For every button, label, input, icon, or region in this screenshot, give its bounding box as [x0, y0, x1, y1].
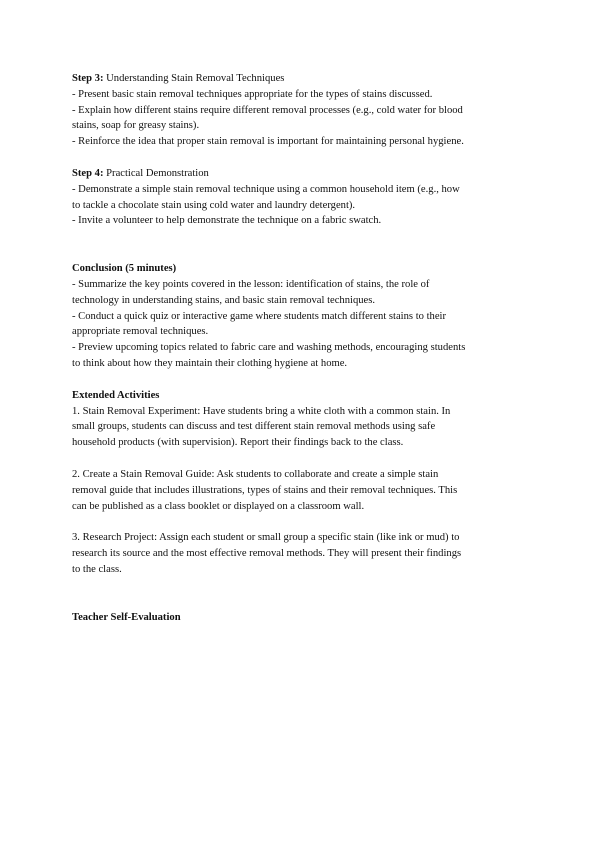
activity-3-line-3: to the class. — [72, 563, 122, 575]
activity-2-line-2: removal guide that includes illustrations, types of stains and their removal techniques. This — [72, 484, 458, 496]
step-3-label: Step 3: — [72, 73, 104, 84]
step-4-section — [72, 166, 524, 229]
activity-2 — [72, 467, 524, 514]
step-4-line-1: - Demonstrate a simple stain removal technique using a common household item (e.g., how — [72, 183, 460, 195]
conclusion-heading: Conclusion (5 minutes) — [72, 263, 177, 275]
conclusion-line-6: to think about how they maintain their clothing hygiene at home. — [72, 357, 348, 369]
step-3-section — [72, 71, 524, 150]
conclusion-line-1: - Summarize the key points covered in the lesson: identification of stains, the role of — [72, 278, 430, 290]
activity-3 — [72, 530, 524, 577]
step-3-line-3: stains, soap for greasy stains). — [72, 120, 200, 132]
activity-2-line-3: can be published as a class booklet or displayed on a classroom wall. — [72, 500, 365, 512]
activity-1-line-2: small groups, students can discuss and test different stain removal methods using safe — [72, 421, 436, 433]
conclusion-section — [72, 261, 524, 372]
spacer — [72, 150, 524, 166]
spacer — [72, 578, 524, 610]
spacer — [72, 372, 524, 388]
step-3-line-4: - Reinforce the idea that proper stain removal is important for maintaining personal hygiene. — [72, 136, 464, 148]
step-4-line-2: to tackle a chocolate stain using cold water and laundry detergent). — [72, 199, 356, 211]
conclusion-line-3: - Conduct a quick quiz or interactive game where students match different stains to their — [72, 310, 446, 322]
extended-activities-heading: Extended Activities — [72, 389, 160, 401]
extended-activities-section — [72, 388, 524, 451]
spacer — [72, 451, 524, 467]
spacer — [72, 514, 524, 530]
activity-1-line-1: 1. Stain Removal Experiment: Have students bring a white cloth with a common stain. In — [72, 405, 451, 417]
step-3-line-2: - Explain how different stains require different removal processes (e.g., cold water for blood — [72, 104, 463, 116]
activity-2-line-1: 2. Create a Stain Removal Guide: Ask students to collaborate and create a simple stain — [72, 468, 439, 480]
conclusion-line-4: appropriate removal techniques. — [72, 326, 209, 338]
step-4-line-3: - Invite a volunteer to help demonstrate the technique on a fabric swatch. — [72, 215, 382, 227]
step-4-title: Practical Demonstration — [103, 167, 209, 179]
step-4-heading-line — [72, 166, 524, 182]
spacer — [72, 229, 524, 261]
document-page — [72, 71, 524, 626]
conclusion-line-2: technology in understanding stains, and basic stain removal techniques. — [72, 294, 376, 306]
step-3-title: Understanding Stain Removal Techniques — [103, 73, 285, 84]
self-evaluation-heading: Teacher Self-Evaluation — [72, 611, 181, 623]
activity-3-line-2: research its source and the most effective removal methods. They will present their findings — [72, 548, 462, 560]
step-3-heading-line — [72, 71, 524, 87]
activity-1-line-3: household products (with supervision). Report their findings back to the class. — [72, 437, 404, 449]
step-3-line-1: - Present basic stain removal techniques appropriate for the types of stains discussed. — [72, 88, 433, 100]
step-4-label: Step 4: — [72, 167, 104, 179]
activity-3-line-1: 3. Research Project: Assign each student or small group a specific stain (like ink or mud) to — [72, 532, 460, 544]
conclusion-line-5: - Preview upcoming topics related to fabric care and washing methods, encouraging students — [72, 342, 466, 354]
self-evaluation-section — [72, 610, 524, 626]
